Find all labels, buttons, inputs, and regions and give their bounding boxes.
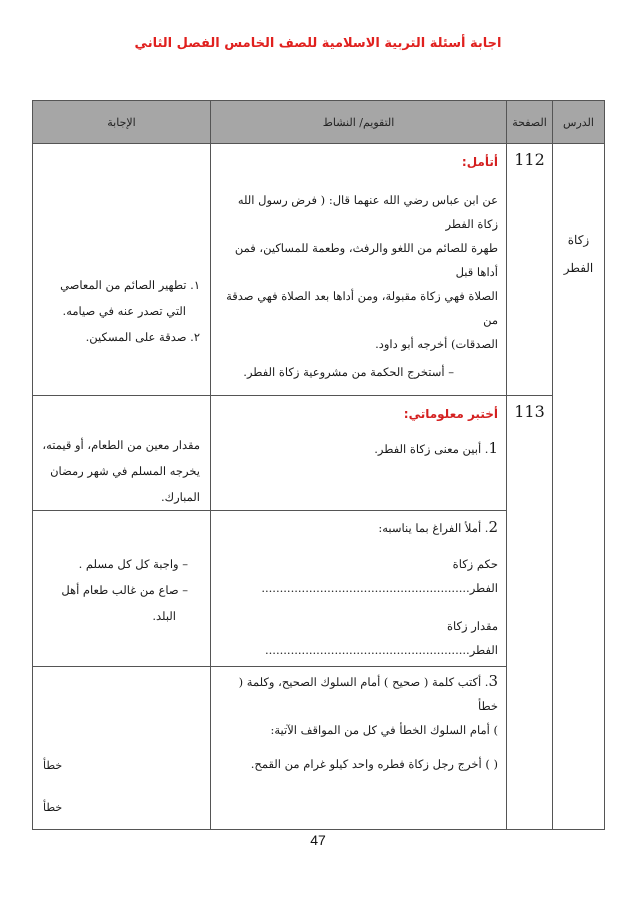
- answers-table: [32, 100, 605, 830]
- page-title: اجابة أسئلة التربية الاسلامية للصف الخامس الفصل الثاني: [134, 36, 502, 51]
- answer-line: خطأ: [43, 759, 63, 772]
- page-cell: [507, 144, 553, 396]
- activity-cell: [211, 144, 507, 396]
- answer-cell: [33, 667, 211, 830]
- true-false-item: ( ) أخرج رجل زكاة فطره واحد كيلو غرام من القمح.: [250, 757, 498, 771]
- question-number: 1: [488, 439, 498, 457]
- question-text: . أملأ الفراغ بما يناسبه:: [378, 521, 489, 535]
- header-answer: الإجابة: [33, 101, 211, 144]
- question-text: . أكتب كلمة ( صحيح ) أمام السلوك الصحيح، وكلمة ( خطأ: [238, 675, 498, 713]
- answer-cell: [33, 144, 211, 396]
- lesson-name-line1: زكاة: [567, 233, 590, 247]
- question-number: 2: [488, 518, 498, 536]
- question-text: ) أمام السلوك الخطأ في كل من المواقف الآتية:: [270, 723, 498, 737]
- answer-cell: [33, 396, 211, 511]
- answer-line: ٢. صدقة على المسكين.: [85, 330, 200, 344]
- answer-line: مقدار معين من الطعام، أو قيمته،: [42, 438, 200, 452]
- page-cell: [507, 396, 553, 830]
- page-number: 47: [310, 832, 326, 848]
- lesson-name-line2: الفطر: [563, 261, 594, 275]
- activity-cell: [211, 667, 507, 830]
- answer-line: ١. تطهير الصائم من المعاصي: [60, 278, 200, 292]
- hadith-line: طهرة للصائم من اللغو والرفث، وطعمة للمساكين، فمن أداها قبل: [234, 241, 498, 279]
- question-text: . أبين معنى زكاة الفطر.: [374, 442, 489, 456]
- hadith-line: الصلاة فهي زكاة مقبولة، ومن أداها بعد الصلاة فهي صدقة من: [226, 289, 498, 327]
- header-activity: التقويم/ النشاط: [211, 101, 507, 144]
- fill-blank-line: حكم زكاة الفطر.........................................................: [261, 557, 498, 595]
- answer-line: يخرجه المسلم في شهر رمضان المبارك.: [50, 464, 200, 504]
- answer-cell: [33, 511, 211, 667]
- hadith-line: الصدقات) أخرجه أبو داود.: [375, 337, 498, 351]
- answer-line: – صاع من غالب طعام أهل: [61, 583, 188, 597]
- answer-line: – واجبة كل كل مسلم .: [78, 557, 188, 571]
- header-row: [33, 101, 605, 144]
- answer-line: خطأ: [43, 801, 63, 814]
- hadith-line: عن ابن عباس رضي الله عنهما قال: ( فرض رسول الله زكاة الفطر: [237, 193, 498, 231]
- section-heading: أتأمل:: [461, 155, 498, 169]
- question-number: 3: [488, 672, 498, 690]
- header-page: الصفحة: [507, 101, 553, 144]
- fill-blank-line: مقدار زكاة الفطر........................................................: [264, 619, 498, 657]
- table-row: [33, 396, 605, 511]
- task-text: – أستخرج الحكمة من مشروعية زكاة الفطر.: [243, 365, 454, 379]
- activity-cell: [211, 396, 507, 511]
- lesson-cell: [553, 144, 605, 830]
- section-heading: أختبر معلوماتي:: [403, 407, 498, 421]
- table-row: [33, 144, 605, 396]
- page-number-112: 112: [514, 150, 545, 169]
- answer-line: البلد.: [152, 609, 176, 623]
- activity-cell: [211, 511, 507, 667]
- header-lesson: الدرس: [553, 101, 605, 144]
- answer-line: التي تصدر عنه في صيامه.: [62, 304, 186, 318]
- page-number-113: 113: [514, 402, 545, 421]
